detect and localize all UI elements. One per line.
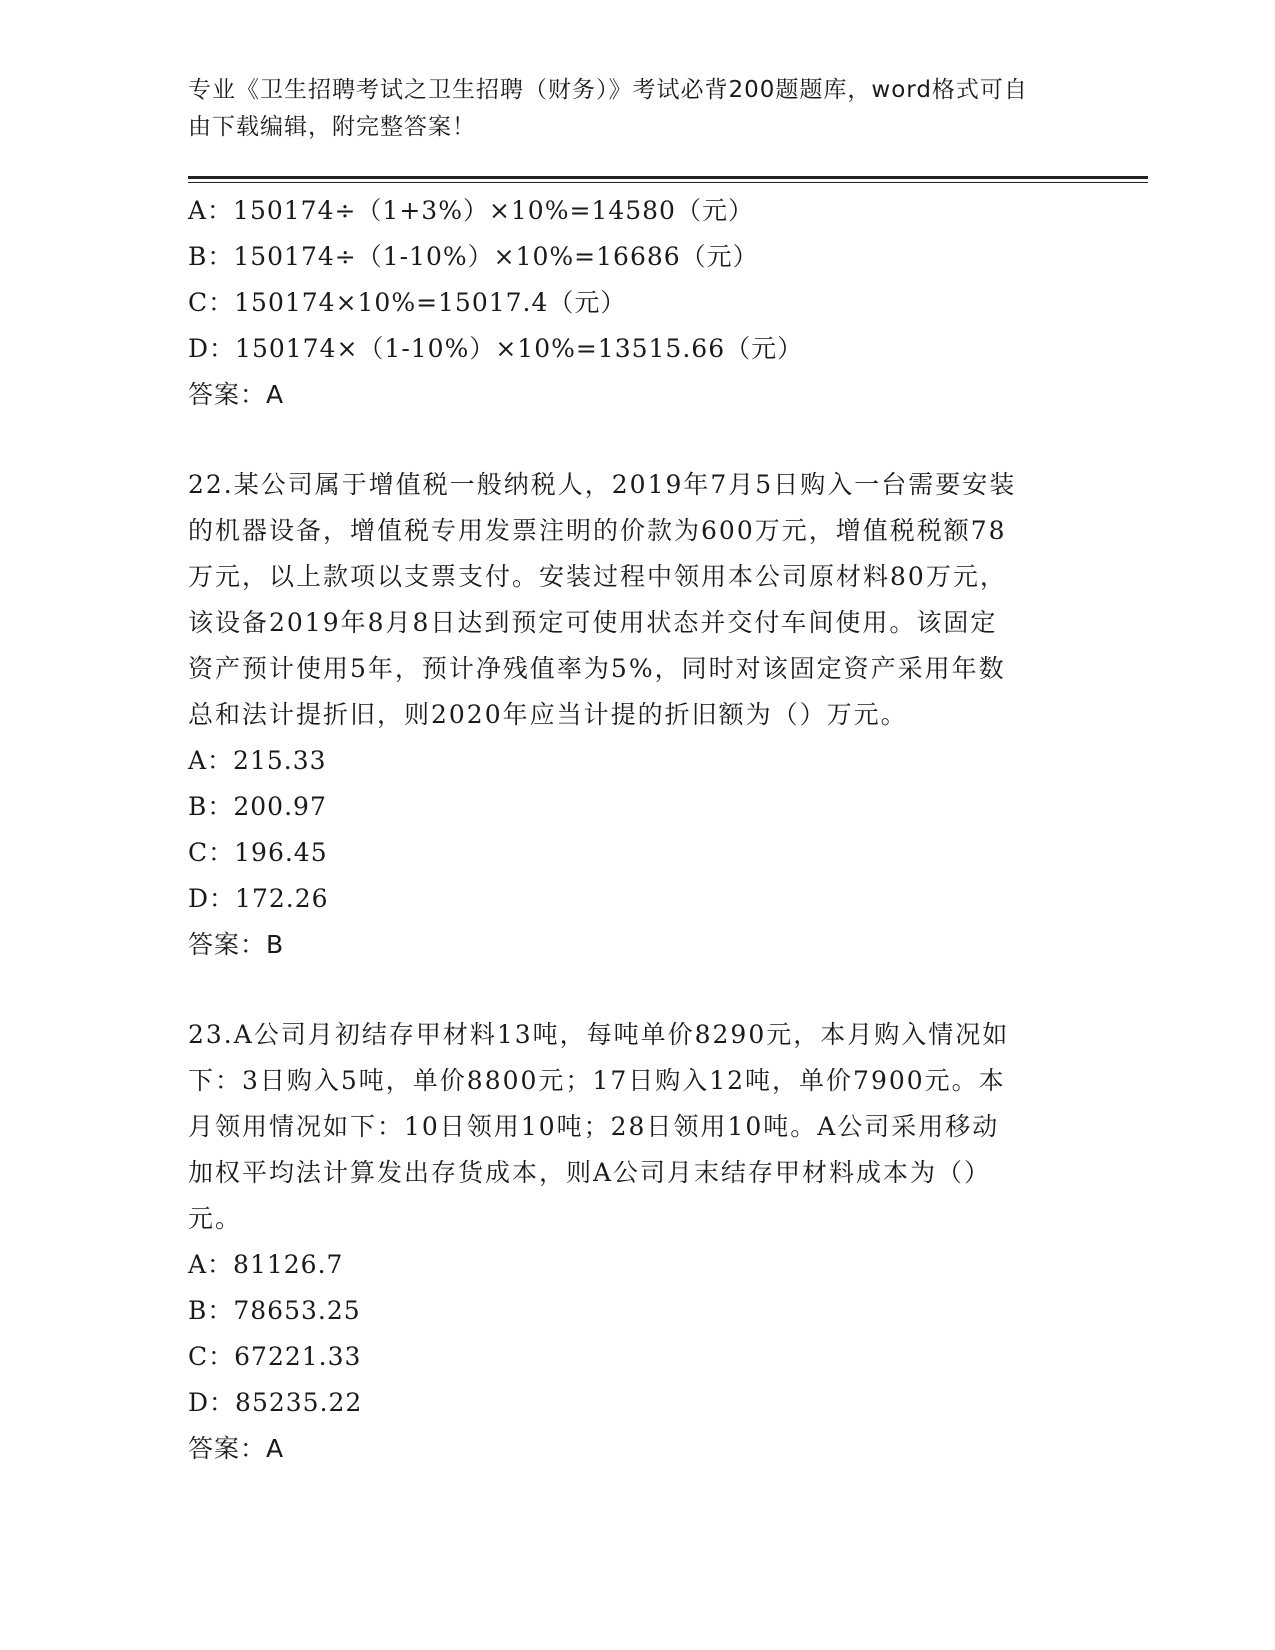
option-a: A：215.33 <box>188 746 327 775</box>
answer: 答案：B <box>188 930 285 959</box>
option-d: D：85235.22 <box>188 1388 363 1417</box>
question-23 <box>188 1012 1088 1472</box>
question-stem <box>188 1012 1088 1242</box>
option-d: D：172.26 <box>188 884 329 913</box>
option-b: B：200.97 <box>188 792 327 821</box>
stem-line: 万元，以上款项以支票支付。安装过程中领用本公司原材料80万元， <box>188 562 1007 591</box>
header-line-1: 专业《卫生招聘考试之卫生招聘（财务）》考试必背200题题库，word格式可自 <box>188 77 1028 103</box>
answer: 答案：A <box>188 380 285 409</box>
stem-line: 月领用情况如下：10日领用10吨；28日领用10吨。A公司采用移动 <box>188 1112 1000 1141</box>
header-line-2: 由下载编辑，附完整答案！ <box>188 114 476 140</box>
stem-line: 23.A公司月初结存甲材料13吨，每吨单价8290元，本月购入情况如 <box>188 1020 1010 1049</box>
option-a: A：81126.7 <box>188 1250 344 1279</box>
stem-line: 的机器设备，增值税专用发票注明的价款为600万元，增值税税额78 <box>188 516 1007 545</box>
option-d: D：150174×（1-10%）×10%=13515.66（元） <box>188 334 804 363</box>
stem-line: 该设备2019年8月8日达到预定可使用状态并交付车间使用。该固定 <box>188 608 998 637</box>
stem-line: 22.某公司属于增值税一般纳税人，2019年7月5日购入一台需要安装 <box>188 470 1017 499</box>
option-b: B：150174÷（1-10%）×10%=16686（元） <box>188 242 759 271</box>
option-c: C：150174×10%=15017.4（元） <box>188 288 627 317</box>
answer: 答案：A <box>188 1434 285 1463</box>
header-divider-thin <box>188 182 1148 183</box>
document-header <box>188 72 1088 146</box>
stem-line: 元。 <box>188 1204 243 1233</box>
question-stem <box>188 462 1088 738</box>
option-b: B：78653.25 <box>188 1296 361 1325</box>
question-content <box>188 188 1088 1472</box>
question-22 <box>188 462 1088 968</box>
stem-line: 下：3日购入5吨，单价8800元；17日购入12吨，单价7900元。本 <box>188 1066 1006 1095</box>
stem-line: 资产预计使用5年，预计净残值率为5%，同时对该固定资产采用年数 <box>188 654 1006 683</box>
question-21 <box>188 188 1088 418</box>
stem-line: 加权平均法计算发出存货成本，则A公司月末结存甲材料成本为（） <box>188 1158 992 1187</box>
option-c: C：67221.33 <box>188 1342 362 1371</box>
header-divider-thick <box>188 176 1148 179</box>
option-a: A：150174÷（1+3%）×10%=14580（元） <box>188 196 754 225</box>
option-c: C：196.45 <box>188 838 328 867</box>
stem-line: 总和法计提折旧，则2020年应当计提的折旧额为（）万元。 <box>188 700 908 729</box>
